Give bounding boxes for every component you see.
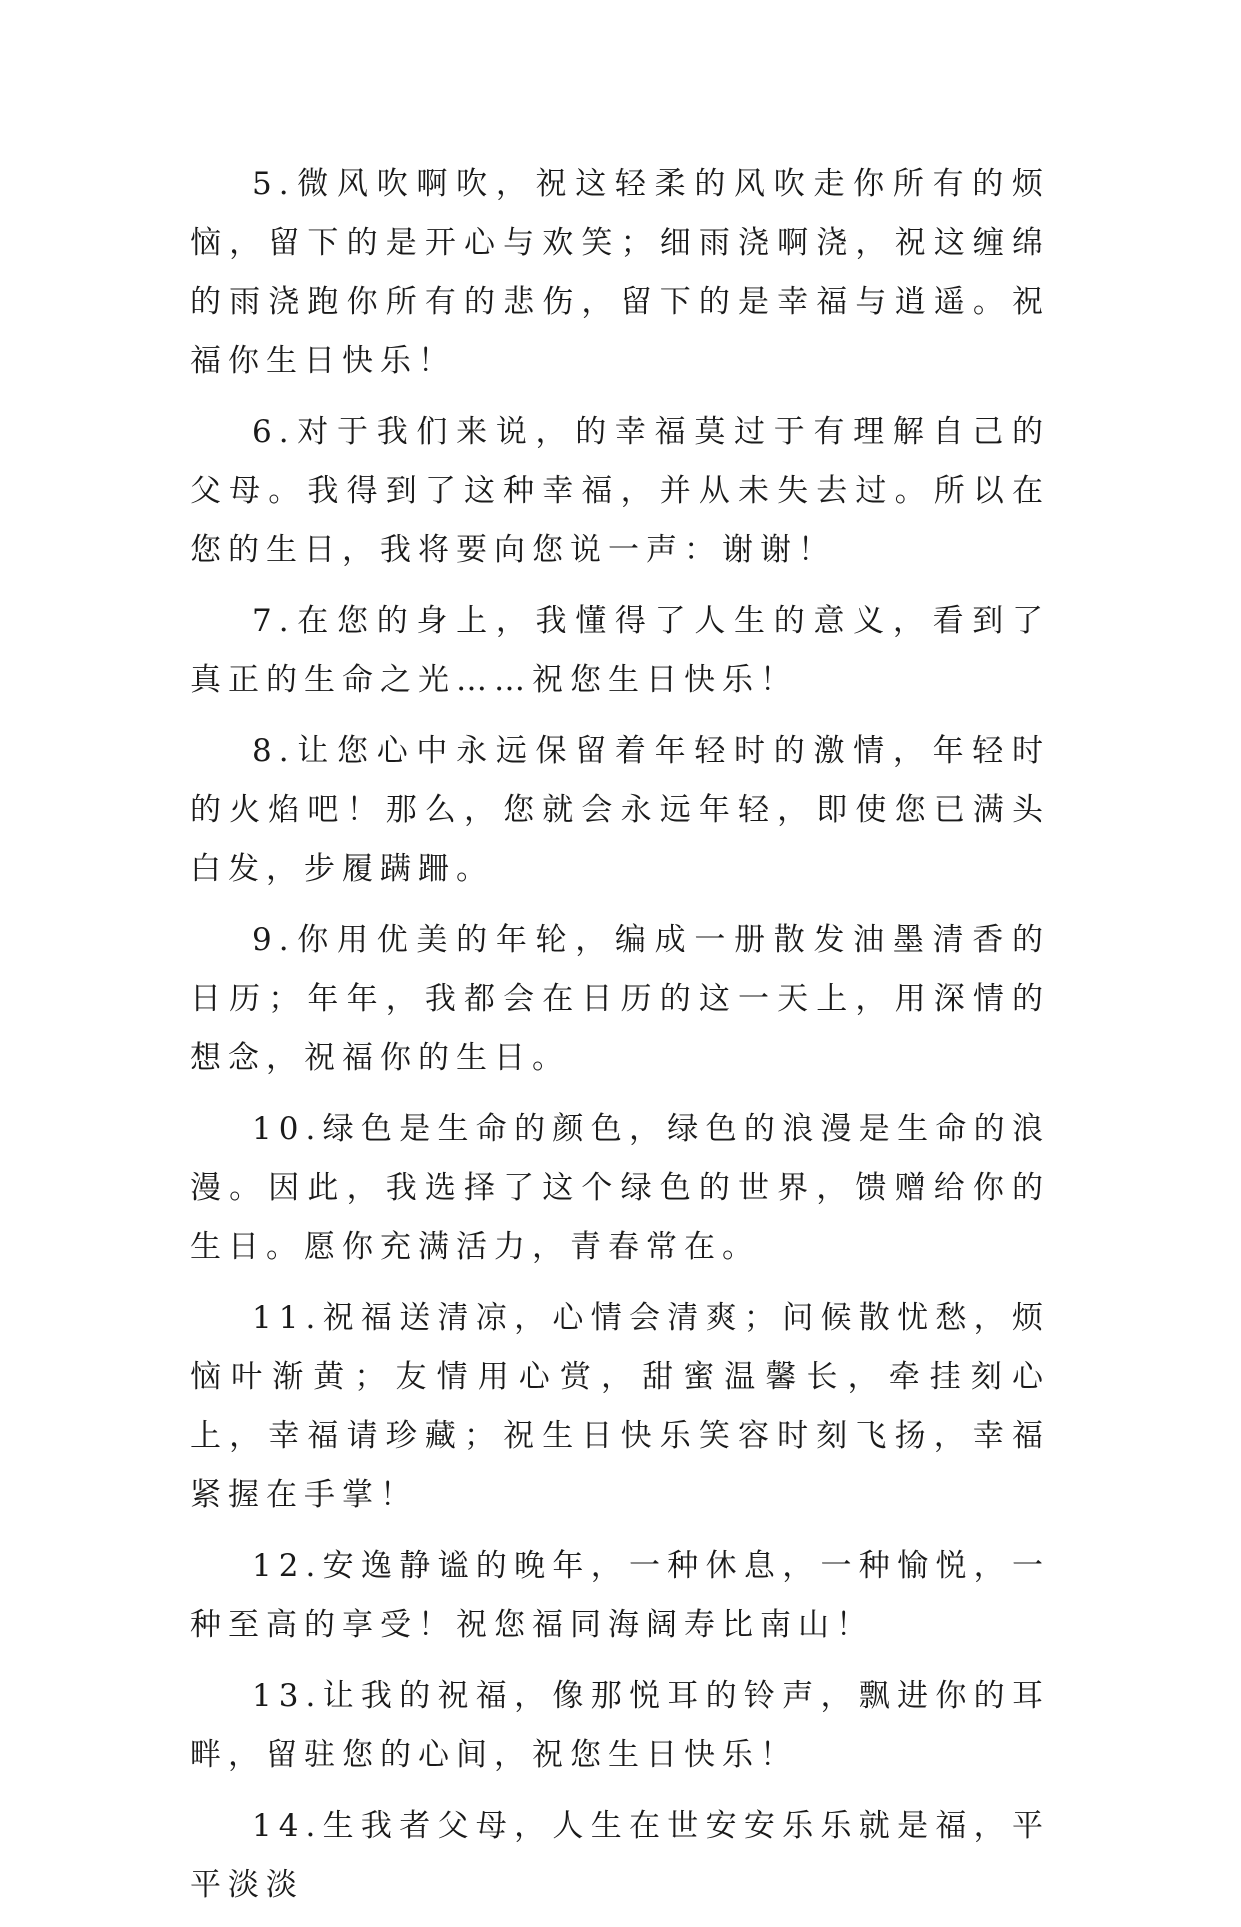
paragraph-12: 12.安逸静谧的晚年，一种休息，一种愉悦，一种至高的享受！祝您福同海阔寿比南山！ — [190, 1548, 1050, 1643]
paragraph-11: 11.祝福送清凉，心情会清爽；问候散忧愁，烦恼叶渐黄；友情用心赏，甜蜜温馨长，牵挂刻心上，幸福请珍藏；祝生日快乐笑容时刻飞扬，幸福紧握在手掌！ — [190, 1300, 1050, 1513]
paragraph-8: 8.让您心中永远保留着年轻时的激情，年轻时的火焰吧！那么，您就会永远年轻，即使您已满头白发，步履蹒跚。 — [190, 733, 1050, 887]
paragraph-9: 9.你用优美的年轮，编成一册散发油墨清香的日历；年年，我都会在日历的这一天上，用深情的想念，祝福你的生日。 — [190, 922, 1050, 1076]
paragraph-14: 14.生我者父母，人生在世安安乐乐就是福，平平淡淡 — [190, 1808, 1050, 1903]
paragraph-5: 5.微风吹啊吹，祝这轻柔的风吹走你所有的烦恼，留下的是开心与欢笑；细雨浇啊浇，祝这缠绵的雨浇跑你所有的悲伤，留下的是幸福与逍遥。祝福你生日快乐！ — [190, 166, 1050, 379]
paragraph-7: 7.在您的身上，我懂得了人生的意义，看到了真正的生命之光……祝您生日快乐！ — [190, 603, 1050, 698]
paragraph-6: 6.对于我们来说，的幸福莫过于有理解自己的父母。我得到了这种幸福，并从未失去过。所以在您的生日，我将要向您说一声：谢谢！ — [190, 414, 1050, 568]
document-body — [190, 155, 1050, 1927]
paragraph-10: 10.绿色是生命的颜色，绿色的浪漫是生命的浪漫。因此，我选择了这个绿色的世界，馈赠给你的生日。愿你充满活力，青春常在。 — [190, 1111, 1050, 1265]
paragraph-13: 13.让我的祝福，像那悦耳的铃声，飘进你的耳畔，留驻您的心间，祝您生日快乐！ — [190, 1678, 1050, 1773]
